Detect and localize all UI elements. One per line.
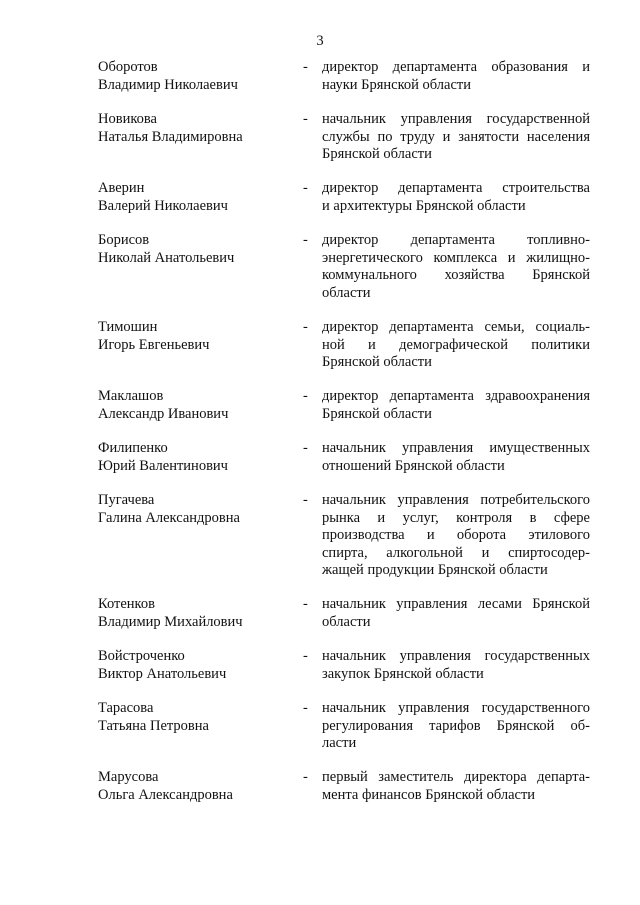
member-position: [322, 111, 590, 164]
member-surname: Котенков: [98, 596, 155, 612]
position-line: директор департамента здравоохранения: [322, 388, 590, 404]
position-line: спирта, алкогольной и спиртосодер-: [322, 544, 590, 561]
position-line: производства и оборота этилового: [322, 527, 590, 543]
member-surname: Борисов: [98, 232, 150, 248]
member-surname: Тарасова: [98, 700, 154, 716]
member-position: [322, 319, 590, 372]
separator-dash: -: [303, 492, 308, 508]
position-line: Брянской области: [322, 405, 432, 422]
member-name: [98, 700, 298, 735]
member-given-names: Николай Анатольевич: [98, 249, 235, 266]
member-position: [322, 232, 590, 302]
separator-dash: -: [303, 59, 308, 75]
position-line: директор департамента топливно-: [322, 232, 590, 248]
position-line: закупок Брянской области: [322, 665, 484, 682]
position-line: жащей продукции Брянской области: [322, 562, 548, 578]
member-given-names: Владимир Михайлович: [98, 613, 243, 630]
member-given-names: Татьяна Петровна: [98, 717, 209, 734]
position-line: начальник управления государственных: [322, 648, 590, 664]
position-line: службы по труду и занятости населения: [322, 128, 590, 145]
member-surname: Новикова: [98, 111, 157, 127]
separator-dash: -: [303, 596, 308, 612]
separator-dash: -: [303, 700, 308, 716]
member-position: [322, 596, 590, 631]
member-given-names: Виктор Анатольевич: [98, 665, 227, 682]
member-given-names: Александр Иванович: [98, 405, 229, 422]
position-line: Брянской области: [322, 354, 432, 370]
member-given-names: Ольга Александровна: [98, 786, 233, 803]
member-name: [98, 180, 298, 215]
position-line: ной и демографической политики: [322, 336, 590, 353]
position-line: начальник управления государственного: [322, 700, 590, 716]
member-surname: Филипенко: [98, 440, 168, 456]
member-position: [322, 180, 590, 215]
member-name: [98, 648, 298, 683]
member-name: [98, 111, 298, 146]
member-given-names: Наталья Владимировна: [98, 128, 243, 145]
page-number: 3: [316, 33, 324, 49]
member-position: [322, 440, 590, 475]
member-position: [322, 492, 590, 580]
position-line: области: [322, 284, 371, 301]
position-line: науки Брянской области: [322, 76, 471, 93]
position-line: начальник управления государственной: [322, 111, 590, 127]
member-name: [98, 59, 298, 94]
member-position: [322, 59, 590, 94]
separator-dash: -: [303, 232, 308, 248]
member-surname: Аверин: [98, 180, 145, 196]
separator-dash: -: [303, 648, 308, 664]
member-name: [98, 440, 298, 475]
separator-dash: -: [303, 769, 308, 785]
member-name: [98, 232, 298, 267]
member-name: [98, 319, 298, 354]
separator-dash: -: [303, 180, 308, 196]
member-given-names: Игорь Евгеньевич: [98, 336, 210, 353]
member-surname: Пугачева: [98, 492, 155, 508]
member-position: [322, 769, 590, 804]
position-line: первый заместитель директора департа-: [322, 769, 590, 785]
member-position: [322, 648, 590, 683]
position-line: начальник управления имущественных: [322, 440, 590, 456]
member-surname: Оборотов: [98, 59, 158, 75]
position-line: начальник управления лесами Брянской: [322, 596, 590, 612]
member-name: [98, 596, 298, 631]
separator-dash: -: [303, 111, 308, 127]
separator-dash: -: [303, 388, 308, 404]
position-line: регулирования тарифов Брянской об-: [322, 717, 590, 734]
position-line: директор департамента образования и: [322, 59, 590, 75]
position-line: и архитектуры Брянской области: [322, 197, 526, 214]
position-line: коммунального хозяйства Брянской: [322, 267, 590, 283]
member-name: [98, 388, 298, 423]
member-name: [98, 769, 298, 804]
member-given-names: Владимир Николаевич: [98, 76, 238, 93]
position-line: энергетического комплекса и жилищно-: [322, 249, 590, 266]
member-given-names: Галина Александровна: [98, 509, 240, 526]
member-surname: Марусова: [98, 769, 159, 785]
position-line: рынка и услуг, контроля в сфере: [322, 509, 590, 526]
position-line: области: [322, 613, 371, 630]
separator-dash: -: [303, 319, 308, 335]
member-given-names: Юрий Валентинович: [98, 457, 228, 474]
member-position: [322, 388, 590, 423]
member-position: [322, 700, 590, 753]
member-surname: Войстроченко: [98, 648, 185, 664]
member-name: [98, 492, 298, 527]
position-line: ласти: [322, 735, 357, 751]
position-line: начальник управления потребительского: [322, 492, 590, 508]
position-line: директор департамента строительства: [322, 180, 590, 196]
position-line: мента финансов Брянской области: [322, 786, 536, 803]
member-surname: Тимошин: [98, 319, 158, 335]
separator-dash: -: [303, 440, 308, 456]
member-surname: Маклашов: [98, 388, 164, 404]
position-line: Брянской области: [322, 146, 432, 162]
position-line: отношений Брянской области: [322, 457, 505, 474]
position-line: директор департамента семьи, социаль-: [322, 319, 590, 335]
member-given-names: Валерий Николаевич: [98, 197, 228, 214]
